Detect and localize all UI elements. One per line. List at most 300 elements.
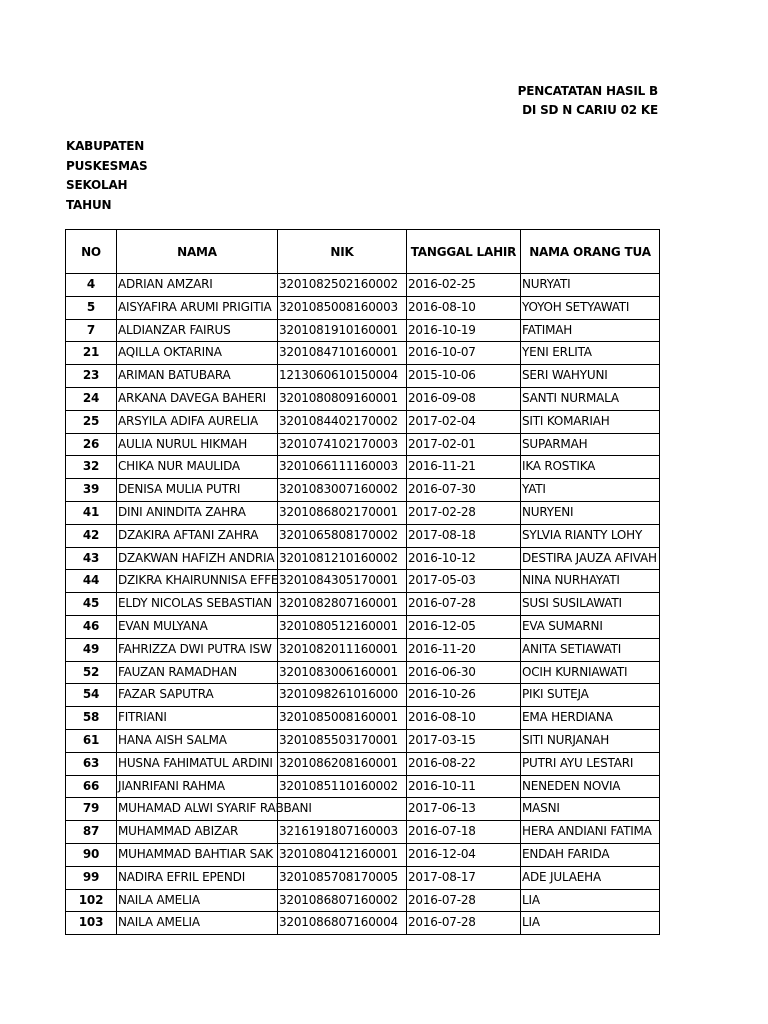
cell-nama-orang-tua — [521, 615, 660, 638]
cell-nama — [117, 433, 278, 456]
cell-nik — [278, 889, 407, 912]
cell-no — [66, 684, 117, 707]
cell-tanggal-lahir — [407, 342, 521, 365]
cell-no — [66, 752, 117, 775]
cell-tanggal-lahir — [407, 274, 521, 297]
cell-tanggal-lahir-text: 2016-07-28 — [408, 596, 476, 611]
cell-tanggal-lahir-text: 2016-10-11 — [408, 778, 476, 793]
cell-nama — [117, 912, 278, 935]
cell-nama — [117, 889, 278, 912]
cell-no — [66, 729, 117, 752]
cell-nama-orang-tua — [521, 843, 660, 866]
cell-nama-text: MUHAMMAD BAHTIAR SAK — [118, 846, 273, 861]
cell-nama-text: DZAKWAN HAFIZH ANDRIA — [118, 550, 275, 565]
cell-nama-orang-tua-text: SANTI NURMALA — [522, 390, 619, 405]
cell-no — [66, 524, 117, 547]
cell-nama-orang-tua — [521, 661, 660, 684]
cell-nama-orang-tua-text: SUSI SUSILAWATI — [522, 596, 622, 611]
cell-nik — [278, 752, 407, 775]
cell-tanggal-lahir-text: 2016-10-19 — [408, 322, 476, 337]
cell-tanggal-lahir — [407, 684, 521, 707]
cell-no — [66, 365, 117, 388]
cell-nama-text: FAUZAN RAMADHAN — [118, 664, 237, 679]
cell-no-text: 7 — [86, 322, 96, 337]
cell-nama-orang-tua-text: NINA NURHAYATI — [522, 573, 620, 588]
cell-nama — [117, 410, 278, 433]
cell-tanggal-lahir-text: 2016-12-04 — [408, 846, 476, 861]
cell-nama-orang-tua-text: EMA HERDIANA — [522, 710, 613, 725]
cell-no-text: 103 — [78, 915, 104, 930]
cell-tanggal-lahir — [407, 638, 521, 661]
table-row — [66, 274, 660, 297]
info-label-kabupaten: KABUPATEN — [66, 139, 145, 153]
cell-nama-orang-tua-text: OCIH KURNIAWATI — [522, 664, 628, 679]
cell-nik-text: 3201085110160002 — [279, 778, 398, 793]
info-labels — [66, 137, 147, 215]
cell-nik-text: 3201074102170003 — [279, 436, 398, 451]
cell-nama-orang-tua — [521, 912, 660, 935]
cell-nama — [117, 638, 278, 661]
cell-no — [66, 866, 117, 889]
table-row — [66, 410, 660, 433]
cell-nama — [117, 775, 278, 798]
cell-nik — [278, 638, 407, 661]
cell-nama-text: HUSNA FAHIMATUL ARDINI — [118, 755, 273, 770]
cell-nama-orang-tua — [521, 501, 660, 524]
cell-nik — [278, 342, 407, 365]
cell-no — [66, 889, 117, 912]
cell-nama-orang-tua — [521, 319, 660, 342]
cell-nik — [278, 615, 407, 638]
table-row — [66, 752, 660, 775]
cell-no — [66, 387, 117, 410]
cell-nama-orang-tua-text: LIA — [522, 892, 540, 907]
cell-tanggal-lahir — [407, 661, 521, 684]
column-header-no: NO — [66, 230, 117, 274]
cell-tanggal-lahir — [407, 479, 521, 502]
cell-nama-orang-tua-text: DESTIRA JAUZA AFIVAH — [522, 550, 657, 565]
cell-no — [66, 501, 117, 524]
cell-no — [66, 661, 117, 684]
cell-nama — [117, 547, 278, 570]
cell-no-text: 26 — [82, 436, 100, 451]
cell-nama-orang-tua-text: ENDAH FARIDA — [522, 846, 610, 861]
cell-no — [66, 843, 117, 866]
cell-no-text: 45 — [82, 596, 100, 611]
column-header-nama: NAMA — [117, 230, 278, 274]
cell-tanggal-lahir-text: 2016-08-10 — [408, 710, 476, 725]
cell-tanggal-lahir — [407, 912, 521, 935]
table-body — [66, 274, 660, 935]
cell-nama — [117, 593, 278, 616]
cell-nama-orang-tua-text: PUTRI AYU LESTARI — [522, 755, 634, 770]
cell-nik-text: 3201086208160001 — [279, 755, 398, 770]
table-row — [66, 684, 660, 707]
cell-no — [66, 410, 117, 433]
student-table — [65, 229, 660, 935]
cell-nama — [117, 661, 278, 684]
table-row — [66, 889, 660, 912]
cell-no — [66, 570, 117, 593]
cell-nama — [117, 866, 278, 889]
column-header-tanggal-lahir: TANGGAL LAHIR — [407, 230, 521, 274]
cell-tanggal-lahir-text: 2015-10-06 — [408, 368, 476, 383]
cell-tanggal-lahir-text: 2016-07-28 — [408, 915, 476, 930]
cell-nik-text: 3201080809160001 — [279, 390, 398, 405]
cell-no-text: 99 — [82, 869, 100, 884]
cell-nama-text: ADRIAN AMZARI — [118, 277, 213, 291]
cell-nama — [117, 798, 312, 821]
cell-nama-orang-tua-text: PIKI SUTEJA — [522, 687, 589, 702]
cell-nik — [278, 387, 407, 410]
table-row — [66, 319, 660, 342]
cell-nama-text: NAILA AMELIA — [118, 915, 200, 930]
cell-nik — [278, 456, 407, 479]
cell-nama-orang-tua-text: ANITA SETIAWATI — [522, 641, 622, 656]
table-header-row — [66, 230, 660, 274]
cell-nik — [278, 593, 407, 616]
cell-nik — [278, 866, 407, 889]
cell-nik-text: 3201085008160001 — [279, 710, 398, 725]
cell-tanggal-lahir — [407, 296, 521, 319]
cell-tanggal-lahir-text: 2017-03-15 — [408, 732, 476, 747]
cell-tanggal-lahir-text: 2016-06-30 — [408, 664, 476, 679]
table-row — [66, 479, 660, 502]
cell-no — [66, 615, 117, 638]
cell-nama — [117, 821, 278, 844]
cell-nama — [117, 342, 278, 365]
cell-nik — [278, 775, 407, 798]
table-row — [66, 821, 660, 844]
cell-nik-text: 3201081910160001 — [279, 322, 398, 337]
cell-tanggal-lahir — [407, 365, 521, 388]
cell-no — [66, 707, 117, 730]
table-row — [66, 912, 660, 935]
cell-nik — [278, 570, 407, 593]
cell-nama-orang-tua — [521, 524, 660, 547]
cell-nik-text: 3201083007160002 — [279, 482, 398, 497]
cell-no — [66, 593, 117, 616]
cell-nik-text: 1213060610150004 — [279, 368, 398, 383]
cell-nama-orang-tua — [521, 456, 660, 479]
table-row — [66, 456, 660, 479]
cell-nama-text: ARSYILA ADIFA AURELIA — [118, 413, 258, 428]
cell-nama — [117, 501, 278, 524]
table-row — [66, 615, 660, 638]
cell-no — [66, 798, 117, 821]
cell-no-text: 4 — [86, 277, 96, 291]
cell-tanggal-lahir-text: 2016-08-10 — [408, 299, 476, 314]
cell-no-text: 42 — [82, 527, 100, 542]
cell-nama-orang-tua-text: SYLVIA RIANTY LOHY — [522, 527, 643, 542]
cell-nama — [117, 752, 278, 775]
cell-nama-orang-tua — [521, 752, 660, 775]
cell-nama-orang-tua-text: IKA ROSTIKA — [522, 459, 596, 474]
cell-tanggal-lahir-text: 2016-10-07 — [408, 345, 476, 360]
cell-nama-text: MUHAMMAD ABIZAR — [118, 824, 239, 839]
cell-nama-orang-tua — [521, 387, 660, 410]
table-row — [66, 661, 660, 684]
cell-nama-orang-tua-text: SITI NURJANAH — [522, 732, 610, 747]
cell-tanggal-lahir-text: 2017-08-17 — [408, 869, 476, 884]
column-header-nama-orang-tua: NAMA ORANG TUA — [521, 230, 660, 274]
cell-nama-orang-tua — [521, 798, 660, 821]
table-row — [66, 547, 660, 570]
cell-nik-text: 3201080412160001 — [279, 846, 398, 861]
cell-nik — [278, 479, 407, 502]
cell-nama-text: ELDY NICOLAS SEBASTIAN — [118, 596, 272, 611]
cell-no — [66, 912, 117, 935]
table-row — [66, 866, 660, 889]
cell-no-text: 43 — [82, 550, 100, 565]
cell-nik — [278, 707, 407, 730]
cell-tanggal-lahir — [407, 729, 521, 752]
cell-nik-text: 3201065808170002 — [279, 527, 398, 542]
cell-nik — [278, 729, 407, 752]
cell-nik — [278, 821, 407, 844]
cell-tanggal-lahir — [407, 456, 521, 479]
cell-no — [66, 775, 117, 798]
cell-nik-text: 3201084402170002 — [279, 413, 398, 428]
cell-nik-text: 3201086802170001 — [279, 504, 398, 519]
cell-nama-orang-tua — [521, 775, 660, 798]
cell-no-text: 61 — [82, 732, 100, 747]
cell-tanggal-lahir — [407, 843, 521, 866]
cell-tanggal-lahir — [407, 570, 521, 593]
cell-no-text: 21 — [82, 345, 100, 360]
cell-no — [66, 638, 117, 661]
cell-no — [66, 456, 117, 479]
cell-nama-text: AISYAFIRA ARUMI PRIGITIA — [118, 299, 272, 314]
cell-nik — [278, 410, 407, 433]
cell-nik — [278, 661, 407, 684]
cell-nama — [117, 729, 278, 752]
cell-nik-text: 3201082011160001 — [279, 641, 398, 656]
cell-tanggal-lahir — [407, 821, 521, 844]
cell-nama-text: JIANRIFANI RAHMA — [118, 778, 225, 793]
cell-tanggal-lahir-text: 2016-12-05 — [408, 618, 476, 633]
document-title-line-1: PENCATATAN HASIL B — [517, 84, 658, 98]
cell-nama — [117, 570, 278, 593]
cell-nama-orang-tua-text: MASNI — [522, 801, 560, 816]
cell-tanggal-lahir — [407, 410, 521, 433]
cell-tanggal-lahir — [407, 547, 521, 570]
cell-nama-orang-tua-text: SUPARMAH — [522, 436, 588, 451]
cell-nik-text: 3201085008160003 — [279, 299, 398, 314]
cell-tanggal-lahir — [407, 707, 521, 730]
cell-nik — [278, 843, 407, 866]
cell-nik-text: 3201081210160002 — [279, 550, 398, 565]
cell-nik — [278, 912, 407, 935]
cell-nama — [117, 615, 278, 638]
cell-no-text: 58 — [82, 710, 100, 725]
cell-tanggal-lahir-text: 2016-07-28 — [408, 892, 476, 907]
cell-nama — [117, 456, 278, 479]
cell-nama-orang-tua-text: EVA SUMARNI — [522, 618, 603, 633]
cell-nama — [117, 365, 278, 388]
cell-no — [66, 342, 117, 365]
cell-nik — [278, 684, 407, 707]
cell-no-text: 25 — [82, 413, 100, 428]
cell-nama-orang-tua-text: SERI WAHYUNI — [522, 368, 608, 383]
cell-nama-orang-tua — [521, 342, 660, 365]
cell-nama-text: EVAN MULYANA — [118, 618, 208, 633]
table-row — [66, 433, 660, 456]
cell-nik-text: 3201084305170001 — [279, 573, 398, 588]
cell-nama-orang-tua — [521, 638, 660, 661]
cell-nama — [117, 524, 278, 547]
cell-nama-text: DENISA MULIA PUTRI — [118, 482, 241, 497]
cell-no-text: 39 — [82, 482, 100, 497]
cell-tanggal-lahir-text: 2016-10-12 — [408, 550, 476, 565]
cell-nama-text: HANA AISH SALMA — [118, 732, 227, 747]
cell-nik — [278, 524, 407, 547]
cell-nik-text: 3201085708170005 — [279, 869, 398, 884]
cell-tanggal-lahir — [407, 433, 521, 456]
cell-no-text: 90 — [82, 846, 100, 861]
cell-nama-orang-tua-text: NURYENI — [522, 504, 574, 519]
cell-no-text: 66 — [82, 778, 100, 793]
cell-nama-orang-tua-text: FATIMAH — [522, 322, 573, 337]
cell-nik-text: 3201086807160004 — [279, 915, 398, 930]
cell-nama — [117, 387, 278, 410]
cell-nama-text: MUHAMAD ALWI SYARIF RABBANI — [118, 801, 312, 816]
cell-tanggal-lahir-text: 2016-11-20 — [408, 641, 476, 656]
cell-nik — [278, 547, 407, 570]
table-row — [66, 638, 660, 661]
cell-nama-orang-tua — [521, 707, 660, 730]
cell-no — [66, 821, 117, 844]
column-header-nik: NIK — [278, 230, 407, 274]
cell-no-text: 46 — [82, 618, 100, 633]
table-row — [66, 296, 660, 319]
cell-no-text: 63 — [82, 755, 100, 770]
cell-nama — [117, 296, 278, 319]
cell-nama — [117, 319, 278, 342]
table-row — [66, 775, 660, 798]
cell-nama-orang-tua — [521, 296, 660, 319]
cell-tanggal-lahir — [407, 775, 521, 798]
cell-tanggal-lahir-text: 2016-11-21 — [408, 459, 476, 474]
cell-tanggal-lahir-text: 2016-07-18 — [408, 824, 476, 839]
cell-tanggal-lahir — [407, 319, 521, 342]
cell-no-text: 23 — [82, 368, 100, 383]
cell-nama — [117, 479, 278, 502]
cell-nama-orang-tua — [521, 365, 660, 388]
cell-tanggal-lahir-text: 2016-02-25 — [408, 277, 476, 291]
cell-no-text: 32 — [82, 459, 100, 474]
cell-nik-text: 3201082502160002 — [279, 277, 398, 291]
cell-nama-text: DZAKIRA AFTANI ZAHRA — [118, 527, 259, 542]
cell-nama-text: DZIKRA KHAIRUNNISA EFFE — [118, 573, 279, 588]
cell-no-text: 52 — [82, 664, 100, 679]
cell-nik — [278, 501, 407, 524]
info-label-tahun: TAHUN — [66, 197, 112, 212]
cell-nama-text: DINI ANINDITA ZAHRA — [118, 504, 246, 519]
cell-nama-orang-tua — [521, 410, 660, 433]
cell-nama-orang-tua — [521, 889, 660, 912]
cell-nik-text: 3201084710160001 — [279, 345, 398, 360]
cell-tanggal-lahir — [407, 889, 521, 912]
cell-nik — [278, 433, 407, 456]
cell-nama-orang-tua — [521, 547, 660, 570]
table-row — [66, 524, 660, 547]
cell-tanggal-lahir-text: 2017-02-01 — [408, 436, 476, 451]
cell-nama-text: NADIRA EFRIL EPENDI — [118, 869, 246, 884]
cell-no — [66, 433, 117, 456]
cell-tanggal-lahir-text: 2017-02-28 — [408, 504, 476, 519]
cell-nama-orang-tua-text: YENI ERLITA — [522, 345, 592, 360]
cell-nama-text: AQILLA OKTARINA — [118, 345, 222, 360]
cell-nama-orang-tua — [521, 570, 660, 593]
cell-no-text: 44 — [82, 573, 100, 588]
cell-nama-text: NAILA AMELIA — [118, 892, 200, 907]
info-label-puskesmas: PUSKESMAS — [66, 158, 148, 173]
table-row — [66, 365, 660, 388]
cell-nik-text: 3201080512160001 — [279, 618, 398, 633]
cell-nik-text: 3201066111160003 — [279, 459, 398, 474]
cell-tanggal-lahir-text: 2016-07-30 — [408, 482, 476, 497]
cell-no-text: 41 — [82, 504, 100, 519]
cell-tanggal-lahir-text: 2016-09-08 — [408, 390, 476, 405]
cell-tanggal-lahir — [407, 524, 521, 547]
cell-no — [66, 479, 117, 502]
cell-nik-text: 3201098261016000 — [279, 687, 398, 702]
cell-no — [66, 319, 117, 342]
cell-nama — [117, 843, 278, 866]
cell-nama — [117, 684, 278, 707]
cell-tanggal-lahir — [407, 593, 521, 616]
cell-tanggal-lahir — [407, 866, 521, 889]
table-row — [66, 843, 660, 866]
cell-no-text: 24 — [82, 390, 100, 405]
cell-nik-text: 3216191807160003 — [279, 824, 398, 839]
cell-no-text: 54 — [82, 687, 100, 702]
table-row — [66, 729, 660, 752]
cell-nama-orang-tua — [521, 433, 660, 456]
cell-tanggal-lahir-text: 2017-05-03 — [408, 573, 476, 588]
cell-nama-orang-tua — [521, 729, 660, 752]
cell-nama-orang-tua — [521, 821, 660, 844]
table-row — [66, 593, 660, 616]
cell-tanggal-lahir-text: 2017-08-18 — [408, 527, 476, 542]
table-row — [66, 501, 660, 524]
document-title-line-2: DI SD N CARIU 02 KE — [522, 103, 658, 117]
cell-no-text: 5 — [86, 299, 96, 314]
cell-nik-text: 3201083006160001 — [279, 664, 398, 679]
cell-no-text: 102 — [78, 892, 104, 907]
cell-tanggal-lahir — [407, 501, 521, 524]
cell-nik-text: 3201085503170001 — [279, 732, 398, 747]
cell-nama-text: ARKANA DAVEGA BAHERI — [118, 390, 266, 405]
cell-no — [66, 274, 117, 297]
cell-tanggal-lahir-text: 2016-10-26 — [408, 687, 476, 702]
cell-nik — [278, 365, 407, 388]
table-row — [66, 798, 660, 821]
cell-nik — [278, 319, 407, 342]
cell-tanggal-lahir — [407, 798, 521, 821]
cell-nik — [278, 274, 407, 297]
cell-nama-orang-tua — [521, 593, 660, 616]
cell-nama-text: AULIA NURUL HIKMAH — [118, 436, 248, 451]
cell-nama — [117, 707, 278, 730]
table-row — [66, 387, 660, 410]
cell-nama — [117, 274, 278, 297]
cell-nama-orang-tua-text: NENEDEN NOVIA — [522, 778, 621, 793]
cell-no — [66, 296, 117, 319]
cell-tanggal-lahir — [407, 387, 521, 410]
cell-nama-orang-tua-text: ADE JULAEHA — [522, 869, 601, 884]
